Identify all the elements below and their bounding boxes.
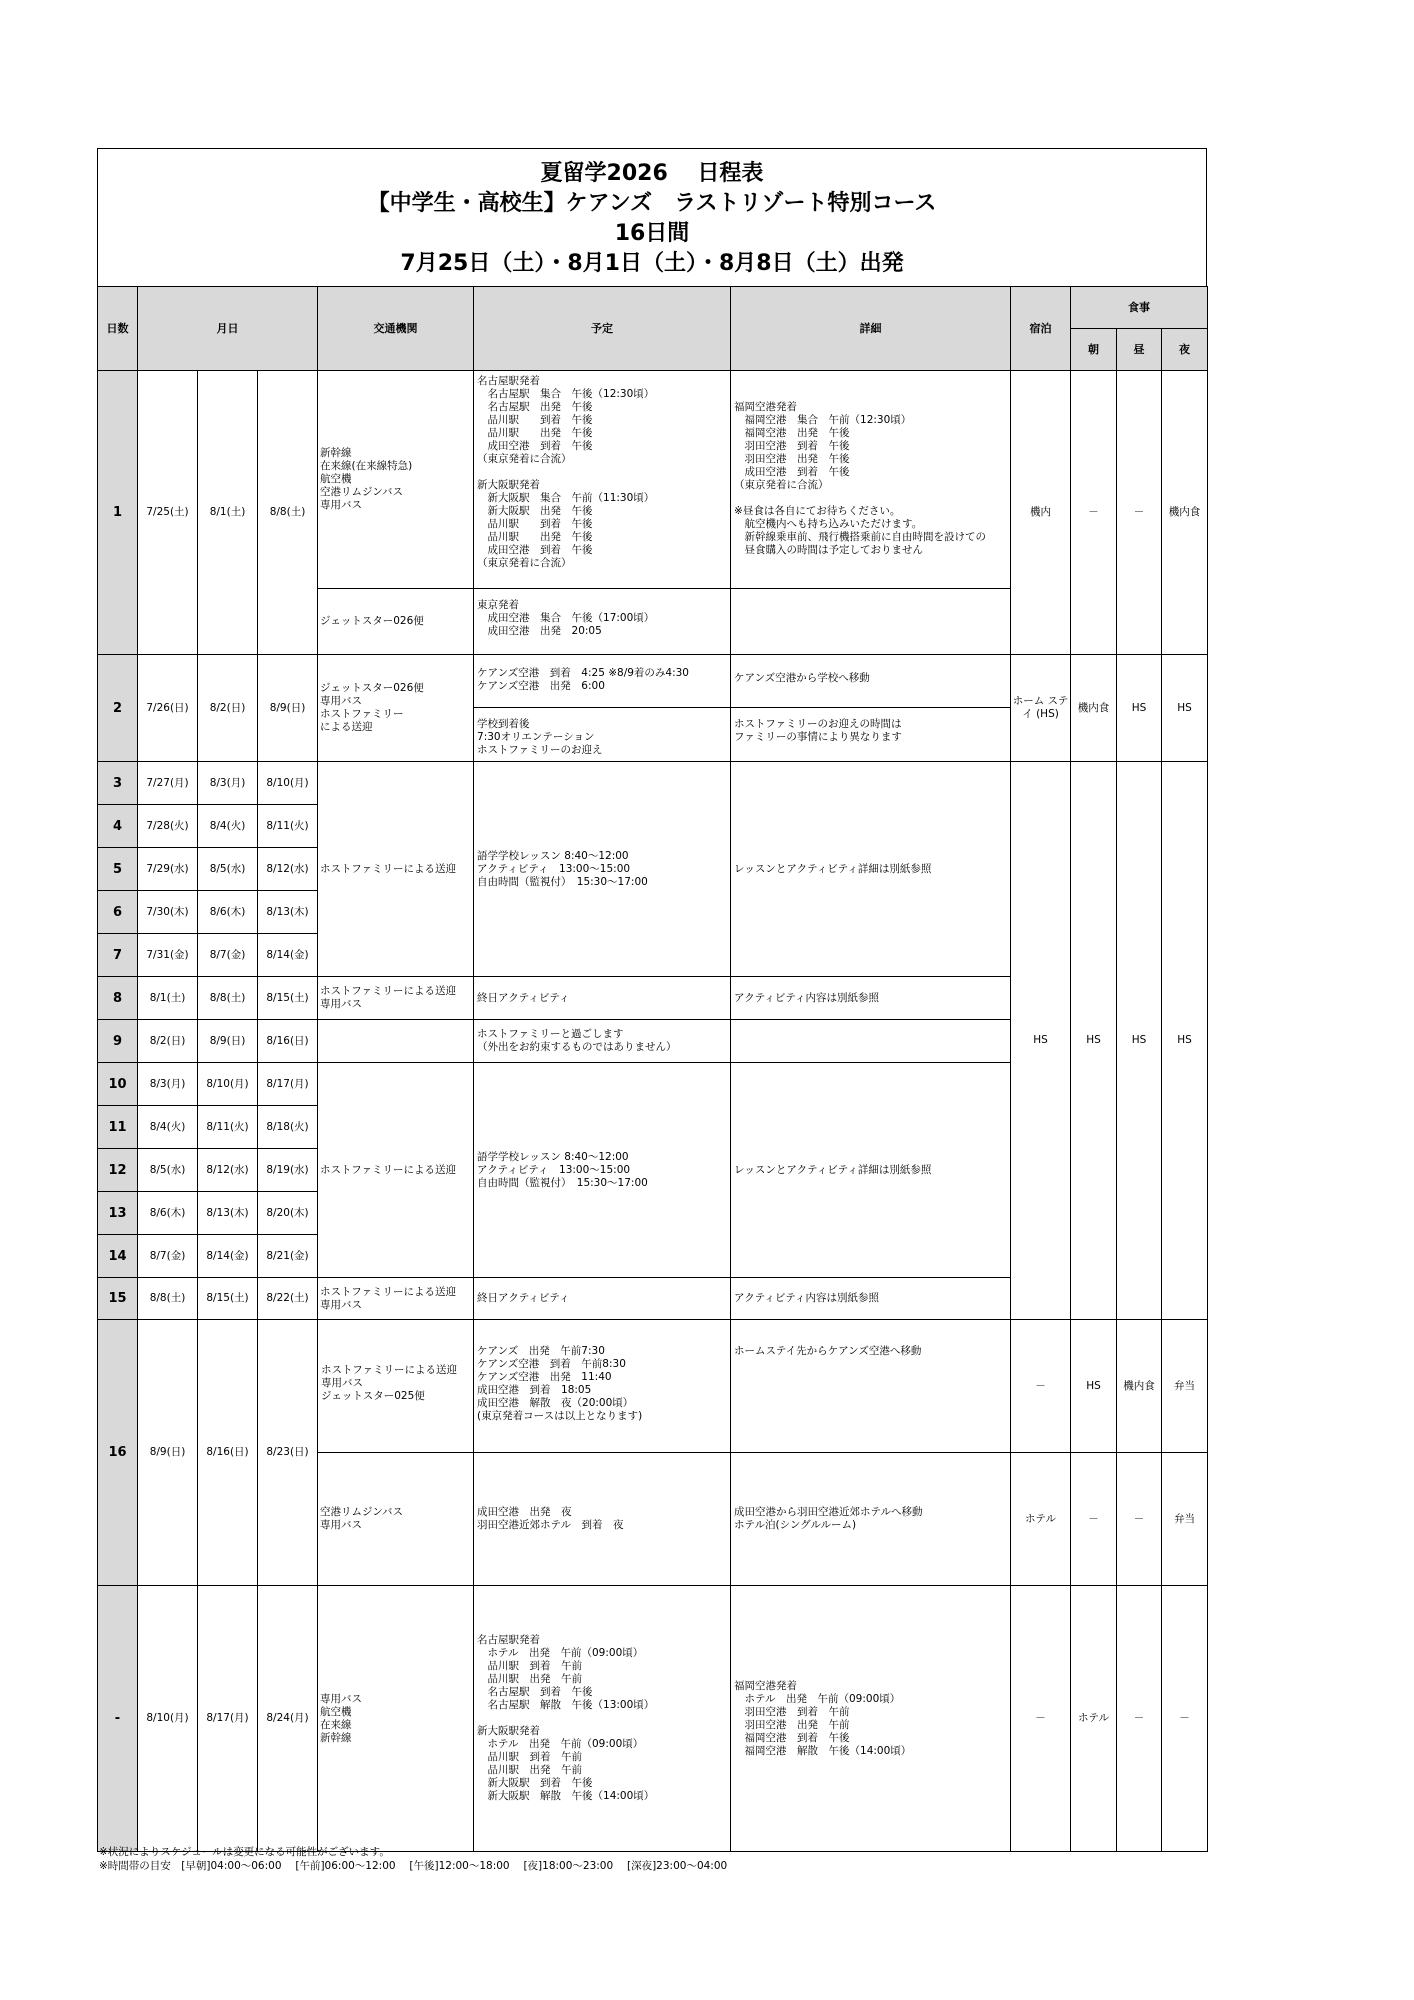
meal-breakfast: 機内食 (1071, 655, 1117, 762)
day-number: 1 (98, 371, 138, 655)
title-line-1: 夏留学2026 日程表 (540, 161, 764, 186)
detail-cell: レッスンとアクティビティ詳細は別紙参照 (731, 762, 1011, 977)
stay-cell: 機内 (1011, 371, 1071, 655)
plan-cell: 学校到着後 7:30オリエンテーション ホストファミリーのお迎え (474, 708, 731, 762)
day-number: 13 (98, 1192, 138, 1235)
date-cell: 8/19(水) (258, 1149, 318, 1192)
date-cell: 8/15(土) (198, 1278, 258, 1320)
meal-breakfast: HS (1071, 1320, 1117, 1453)
date-cell: 8/1(土) (198, 371, 258, 655)
date-cell: 7/26(日) (138, 655, 198, 762)
day-number: 15 (98, 1278, 138, 1320)
transport-cell: ホストファミリーによる送迎 専用バス (318, 977, 474, 1020)
detail-cell: アクティビティ内容は別紙参照 (731, 1278, 1011, 1320)
date-cell: 8/10(月) (198, 1063, 258, 1106)
date-cell: 8/8(土) (138, 1278, 198, 1320)
transport-cell: ホストファミリーによる送迎 (318, 1063, 474, 1278)
day-number: 12 (98, 1149, 138, 1192)
stay-cell: ホテル (1011, 1453, 1071, 1586)
plan-cell: 東京発着 成田空港 集合 午後（17:00頃） 成田空港 出発 20:05 (474, 589, 731, 655)
title-line-2: 【中学生・高校生】ケアンズ ラストリゾート特別コース (367, 191, 937, 216)
day-number: 3 (98, 762, 138, 805)
date-cell: 8/11(火) (198, 1106, 258, 1149)
day-number: 5 (98, 848, 138, 891)
date-cell: 8/7(金) (138, 1235, 198, 1278)
date-cell: 7/28(火) (138, 805, 198, 848)
date-cell: 8/22(土) (258, 1278, 318, 1320)
transport-cell: 専用バス 航空機 在来線 新幹線 (318, 1586, 474, 1852)
date-cell: 8/11(火) (258, 805, 318, 848)
date-cell: 8/4(火) (138, 1106, 198, 1149)
transport-cell: ジェットスター026便 (318, 589, 474, 655)
date-cell: 7/30(木) (138, 891, 198, 934)
date-cell: 7/29(水) (138, 848, 198, 891)
transport-cell: ジェットスター026便 専用バス ホストファミリー による送迎 (318, 655, 474, 762)
detail-cell: ケアンズ空港から学校へ移動 (731, 655, 1011, 708)
plan-cell: 名古屋駅発着 名古屋駅 集合 午後（12:30頃） 名古屋駅 出発 午後 品川駅 到着 午後 品川駅 出発 午後 成田空港 到着 午後 （東京発着に合流） 新大阪駅発着 新大阪駅 集合 午前（11:30頃） 新大阪駅 出発 午後 品川駅 到着 午後 品川駅 出発 午後 成田空港 到着 午後 （東京発着に合流） (474, 371, 731, 589)
date-cell: 8/14(金) (258, 934, 318, 977)
footnote: ※時間帯の目安 [早朝]04:00～06:00 [午前]06:00～12:00 [午後]12:00～18:00 [夜]18:00～23:00 [深夜]23:00～04:00 (99, 1860, 728, 1872)
meal-breakfast: ホテル (1071, 1586, 1117, 1852)
plan-cell: ケアンズ空港 到着 4:25 ※8/9着のみ4:30 ケアンズ空港 出発 6:00 (474, 655, 731, 708)
header-dinner: 夜 (1162, 329, 1208, 371)
header-lunch: 昼 (1117, 329, 1162, 371)
date-cell: 8/17(月) (258, 1063, 318, 1106)
transport-cell: 空港リムジンバス 専用バス (318, 1453, 474, 1586)
header-plan: 予定 (474, 287, 731, 371)
header-stay: 宿泊 (1011, 287, 1071, 371)
date-cell: 8/20(木) (258, 1192, 318, 1235)
date-cell: 8/21(金) (258, 1235, 318, 1278)
schedule-document (97, 148, 1207, 1852)
header-detail: 詳細 (731, 287, 1011, 371)
day-number: 16 (98, 1320, 138, 1586)
date-cell: 8/13(木) (258, 891, 318, 934)
detail-cell: アクティビティ内容は別紙参照 (731, 977, 1011, 1020)
transport-cell: ホストファミリーによる送迎 専用バス ジェットスター025便 (318, 1320, 474, 1453)
detail-cell (731, 589, 1011, 655)
date-cell: 7/31(金) (138, 934, 198, 977)
meal-breakfast: HS (1071, 762, 1117, 1320)
date-cell: 8/12(水) (198, 1149, 258, 1192)
title-line-3: 16日間 (614, 221, 690, 246)
detail-cell: 福岡空港発着 ホテル 出発 午前（09:00頃） 羽田空港 到着 午前 羽田空港 出発 午前 福岡空港 到着 午後 福岡空港 解散 午後（14:00頃） (731, 1586, 1011, 1852)
date-cell: 8/16(日) (198, 1320, 258, 1586)
detail-cell: 成田空港から羽田空港近郊ホテルへ移動 ホテル泊(シングルルーム) (731, 1453, 1011, 1586)
day-number: 2 (98, 655, 138, 762)
meal-lunch: 機内食 (1117, 1320, 1162, 1453)
date-cell: 8/24(月) (258, 1586, 318, 1852)
detail-cell: 福岡空港発着 福岡空港 集合 午前（12:30頃） 福岡空港 出発 午後 羽田空港 到着 午後 羽田空港 出発 午後 成田空港 到着 午後 （東京発着に合流） ※昼食は各自にてお待ちください。 航空機内へも持ち込みいただけます。 新幹線乗車前、飛行機搭乗前に自由時間を設けての 昼食購入の時間は予定しておりません (731, 371, 1011, 589)
header-breakfast: 朝 (1071, 329, 1117, 371)
day-number: 10 (98, 1063, 138, 1106)
date-cell: 8/23(日) (258, 1320, 318, 1586)
date-cell: 8/5(水) (138, 1149, 198, 1192)
header-date: 月日 (138, 287, 318, 371)
header-meals: 食事 (1071, 287, 1208, 329)
footnote: ※状況によりスケジュールは変更になる可能性がございます。 (99, 1846, 390, 1858)
date-cell: 8/1(土) (138, 977, 198, 1020)
date-cell: 8/8(土) (258, 371, 318, 655)
date-cell: 8/3(月) (198, 762, 258, 805)
date-cell: 7/27(月) (138, 762, 198, 805)
meal-dinner: 弁当 (1162, 1320, 1208, 1453)
date-cell: 8/5(水) (198, 848, 258, 891)
plan-cell: ホストファミリーと過ごします （外出をお約束するものではありません） (474, 1020, 731, 1063)
meal-dinner: HS (1162, 762, 1208, 1320)
date-cell: 8/9(日) (258, 655, 318, 762)
detail-cell (731, 1020, 1011, 1063)
day-number: 7 (98, 934, 138, 977)
stay-cell: － (1011, 1320, 1071, 1453)
schedule-table (97, 286, 1208, 1852)
date-cell: 8/7(金) (198, 934, 258, 977)
meal-dinner: － (1162, 1586, 1208, 1852)
plan-cell: 名古屋駅発着 ホテル 出発 午前（09:00頃） 品川駅 到着 午前 品川駅 出発 午前 名古屋駅 到着 午後 名古屋駅 解散 午後（13:00頃） 新大阪駅発着 ホテル 出発 午前（09:00頃） 品川駅 到着 午前 品川駅 出発 午前 新大阪駅 到着 午後 新大阪駅 解散 午後（14:00頃） (474, 1586, 731, 1852)
date-cell: 8/10(月) (258, 762, 318, 805)
date-cell: 8/15(土) (258, 977, 318, 1020)
day-number: 8 (98, 977, 138, 1020)
plan-cell: 終日アクティビティ (474, 1278, 731, 1320)
date-cell: 8/3(月) (138, 1063, 198, 1106)
date-cell: 8/9(日) (138, 1320, 198, 1586)
day-number: 14 (98, 1235, 138, 1278)
date-cell: 7/25(土) (138, 371, 198, 655)
meal-breakfast: － (1071, 371, 1117, 655)
stay-cell: HS (1011, 762, 1071, 1320)
date-cell: 8/6(木) (198, 891, 258, 934)
day-number: 4 (98, 805, 138, 848)
date-cell: 8/6(木) (138, 1192, 198, 1235)
date-cell: 8/13(木) (198, 1192, 258, 1235)
transport-cell (318, 1020, 474, 1063)
date-cell: 8/14(金) (198, 1235, 258, 1278)
header-transport: 交通機関 (318, 287, 474, 371)
document-title (97, 148, 1207, 287)
date-cell: 8/10(月) (138, 1586, 198, 1852)
date-cell: 8/16(日) (258, 1020, 318, 1063)
meal-lunch: － (1117, 371, 1162, 655)
meal-lunch: HS (1117, 655, 1162, 762)
footnotes (99, 1845, 727, 1873)
date-cell: 8/8(土) (198, 977, 258, 1020)
plan-cell: 終日アクティビティ (474, 977, 731, 1020)
meal-dinner: 機内食 (1162, 371, 1208, 655)
stay-cell: － (1011, 1586, 1071, 1852)
header-day: 日数 (98, 287, 138, 371)
meal-lunch: － (1117, 1453, 1162, 1586)
day-number: 11 (98, 1106, 138, 1149)
day-number: 9 (98, 1020, 138, 1063)
date-cell: 8/4(火) (198, 805, 258, 848)
detail-cell: ホームステイ先からケアンズ空港へ移動 (731, 1320, 1011, 1453)
meal-lunch: － (1117, 1586, 1162, 1852)
stay-cell: ホーム ステイ (HS) (1011, 655, 1071, 762)
meal-dinner: 弁当 (1162, 1453, 1208, 1586)
plan-cell: 成田空港 出発 夜 羽田空港近郊ホテル 到着 夜 (474, 1453, 731, 1586)
transport-cell: 新幹線 在来線(在来線特急) 航空機 空港リムジンバス 専用バス (318, 371, 474, 589)
date-cell: 8/18(火) (258, 1106, 318, 1149)
date-cell: 8/17(月) (198, 1586, 258, 1852)
date-cell: 8/9(日) (198, 1020, 258, 1063)
transport-cell: ホストファミリーによる送迎 (318, 762, 474, 977)
date-cell: 8/12(水) (258, 848, 318, 891)
meal-lunch: HS (1117, 762, 1162, 1320)
detail-cell: レッスンとアクティビティ詳細は別紙参照 (731, 1063, 1011, 1278)
day-number: 6 (98, 891, 138, 934)
plan-cell: 語学学校レッスン 8:40～12:00 アクティビティ 13:00～15:00 自由時間（監視付） 15:30～17:00 (474, 1063, 731, 1278)
transport-cell: ホストファミリーによる送迎 専用バス (318, 1278, 474, 1320)
meal-dinner: HS (1162, 655, 1208, 762)
date-cell: 8/2(日) (138, 1020, 198, 1063)
detail-cell: ホストファミリーのお迎えの時間は ファミリーの事情により異なります (731, 708, 1011, 762)
plan-cell: ケアンズ 出発 午前7:30 ケアンズ空港 到着 午前8:30 ケアンズ空港 出発 11:40 成田空港 到着 18:05 成田空港 解散 夜（20:00頃） (東京発着コースは以上となります) (474, 1320, 731, 1453)
date-cell: 8/2(日) (198, 655, 258, 762)
day-number: - (98, 1586, 138, 1852)
plan-cell: 語学学校レッスン 8:40～12:00 アクティビティ 13:00～15:00 自由時間（監視付） 15:30～17:00 (474, 762, 731, 977)
title-line-4: 7月25日（土）・8月1日（土）・8月8日（土）出発 (400, 251, 904, 276)
meal-breakfast: － (1071, 1453, 1117, 1586)
